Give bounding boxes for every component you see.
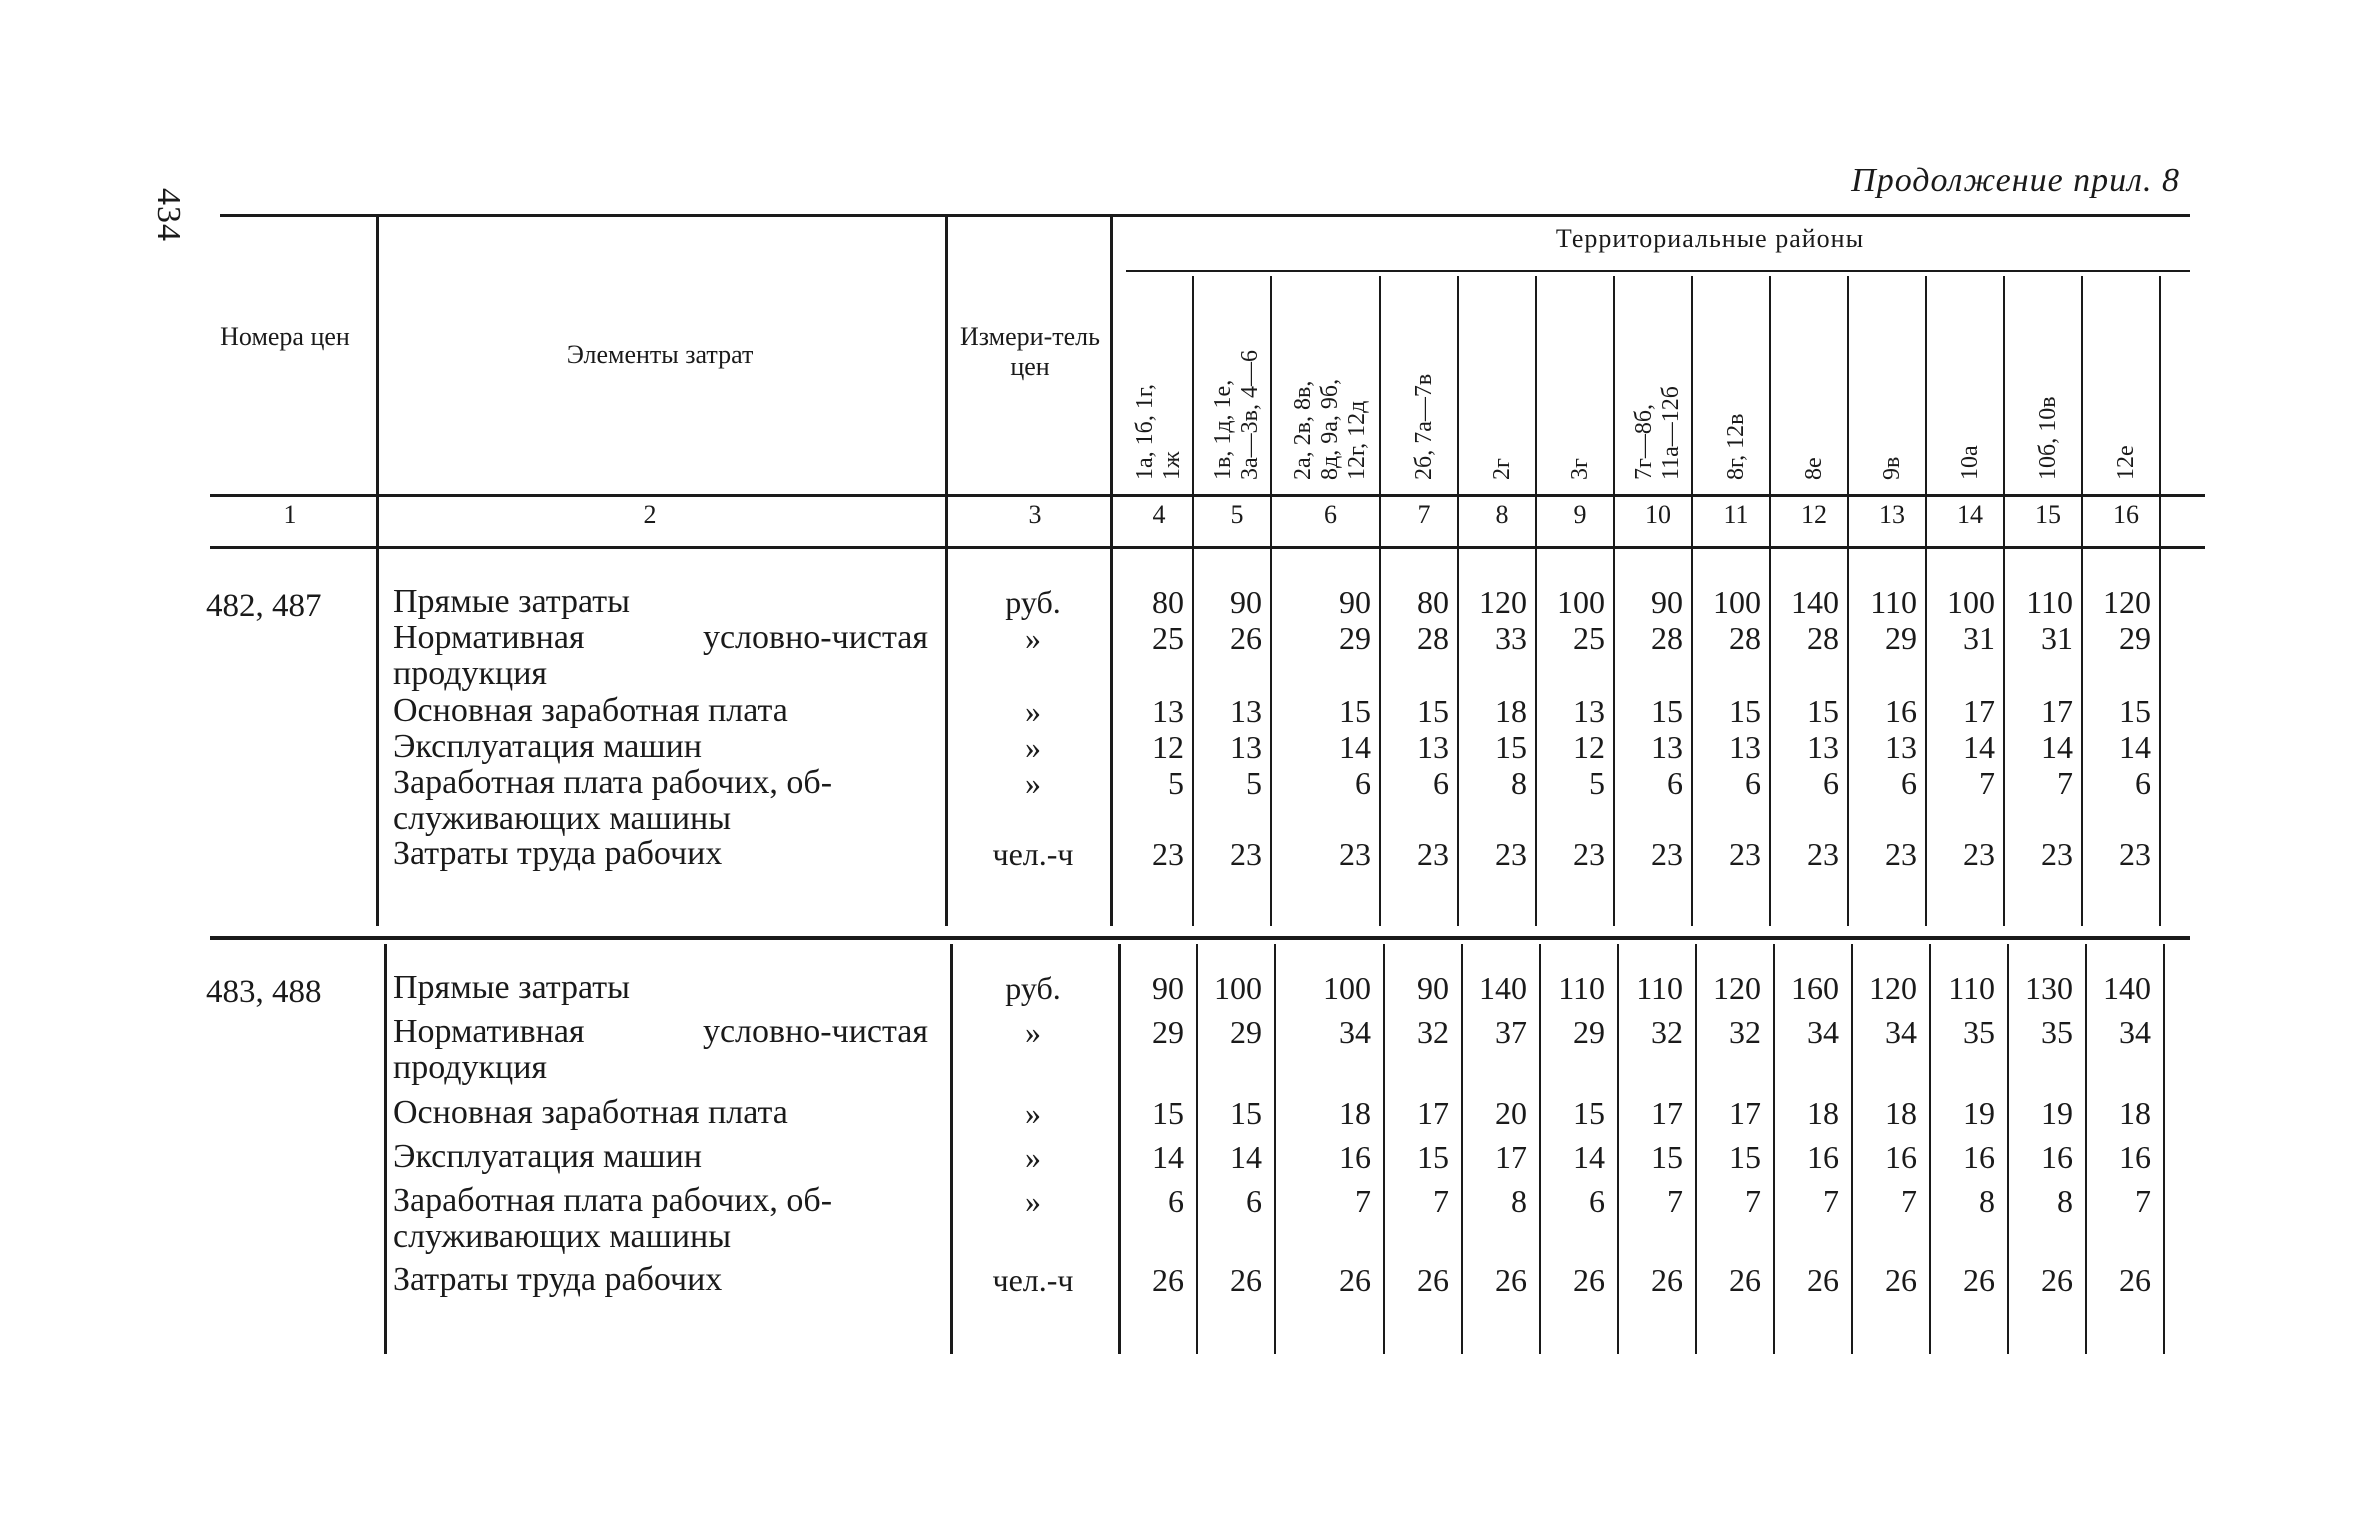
value-cell: 130	[2025, 970, 2073, 1006]
value-cell: 100	[1713, 584, 1761, 620]
value-cell: 26	[1495, 1262, 1527, 1298]
value-cell: 7	[1667, 1183, 1683, 1219]
column-number: 6	[1324, 500, 1337, 529]
value-cell: 8	[1511, 765, 1527, 801]
value-cell: 110	[1870, 584, 1917, 620]
rule-header-bottom	[210, 494, 2205, 497]
value-cell: 34	[2119, 1014, 2151, 1050]
value-cell: 14	[1339, 729, 1371, 765]
unit-cell: »	[1025, 1095, 1041, 1131]
value-cell: 14	[2041, 729, 2073, 765]
value-cell: 5	[1168, 765, 1184, 801]
value-cell: 14	[1152, 1139, 1184, 1175]
value-cell: 14	[1230, 1139, 1262, 1175]
column-number: 11	[1723, 500, 1749, 529]
value-cell: 28	[1729, 620, 1761, 656]
vline-col2	[945, 214, 948, 926]
value-cell: 18	[1495, 693, 1527, 729]
value-cell: 29	[1339, 620, 1371, 656]
cost-element: Заработная плата рабочих, об- служивающих машины	[393, 764, 833, 837]
value-cell: 16	[1885, 693, 1917, 729]
value-cell: 28	[1807, 620, 1839, 656]
column-number: 2	[643, 500, 657, 529]
value-cell: 7	[1745, 1183, 1761, 1219]
cost-element: Основная заработная плата	[393, 692, 788, 729]
value-cell: 110	[1636, 970, 1683, 1006]
value-cell: 25	[1573, 620, 1605, 656]
value-cell: 29	[1230, 1014, 1262, 1050]
value-cell: 15	[1807, 693, 1839, 729]
value-cell: 26	[1230, 1262, 1262, 1298]
district-header: 9в	[1878, 456, 1905, 480]
value-cell: 14	[1963, 729, 1995, 765]
value-cell: 90	[1651, 584, 1683, 620]
value-cell: 7	[2135, 1183, 2151, 1219]
vline-col2-b	[950, 944, 953, 1354]
page-number: 434	[150, 188, 187, 242]
value-cell: 26	[1417, 1262, 1449, 1298]
value-cell: 7	[1979, 765, 1995, 801]
district-header: 2г	[1488, 458, 1515, 480]
value-cell: 13	[1573, 693, 1605, 729]
header-cost-elements: Элементы затрат	[566, 340, 754, 369]
value-cell: 110	[1558, 970, 1605, 1006]
price-numbers: 483, 488	[206, 974, 322, 1010]
value-cell: 15	[1495, 729, 1527, 765]
header-territorial-districts: Территориальные районы	[1555, 224, 1865, 253]
value-cell: 26	[1152, 1262, 1184, 1298]
value-cell: 13	[1417, 729, 1449, 765]
district-header: 1в, 1д, 1е, 3а—3в, 4—6	[1210, 350, 1263, 480]
value-cell: 34	[1339, 1014, 1371, 1050]
value-cell: 26	[1230, 620, 1262, 656]
value-cell: 14	[1573, 1139, 1605, 1175]
value-cell: 7	[1433, 1183, 1449, 1219]
value-cell: 23	[1807, 836, 1839, 872]
value-cell: 8	[1511, 1183, 1527, 1219]
column-number: 7	[1417, 500, 1431, 529]
value-cell: 23	[1495, 836, 1527, 872]
value-cell: 7	[1823, 1183, 1839, 1219]
value-cell: 90	[1417, 970, 1449, 1006]
district-header: 7г—8б, 11а—12б	[1631, 386, 1684, 480]
value-cell: 140	[2103, 970, 2151, 1006]
unit-cell: »	[1025, 729, 1041, 765]
value-cell: 23	[1885, 836, 1917, 872]
value-cell: 26	[1573, 1262, 1605, 1298]
unit-cell: чел.-ч	[992, 836, 1074, 872]
value-cell: 26	[1651, 1262, 1683, 1298]
value-cell: 5	[1246, 765, 1262, 801]
value-cell: 28	[1651, 620, 1683, 656]
value-cell: 7	[2057, 765, 2073, 801]
value-cell: 90	[1230, 584, 1262, 620]
column-number: 12	[1801, 500, 1827, 529]
value-cell: 6	[2135, 765, 2151, 801]
value-cell: 6	[1667, 765, 1683, 801]
value-cell: 26	[2041, 1262, 2073, 1298]
value-cell: 6	[1246, 1183, 1262, 1219]
value-cell: 29	[1885, 620, 1917, 656]
unit-cell: руб.	[1005, 584, 1061, 620]
value-cell: 23	[1339, 836, 1371, 872]
value-cell: 19	[1963, 1095, 1995, 1131]
vline-col3	[1110, 214, 1113, 926]
value-cell: 16	[1963, 1139, 1995, 1175]
vline-district-b	[1274, 944, 1276, 1354]
rule-top	[220, 214, 2190, 217]
value-cell: 12	[1152, 729, 1184, 765]
value-cell: 26	[1729, 1262, 1761, 1298]
value-cell: 23	[2119, 836, 2151, 872]
value-cell: 16	[1807, 1139, 1839, 1175]
rule-territorial	[1126, 270, 2190, 272]
value-cell: 15	[1729, 693, 1761, 729]
value-cell: 13	[1230, 693, 1262, 729]
value-cell: 23	[1963, 836, 1995, 872]
district-header: 10а	[1956, 445, 1983, 480]
district-header: 3г	[1566, 458, 1593, 480]
value-cell: 23	[1417, 836, 1449, 872]
value-cell: 28	[1417, 620, 1449, 656]
value-cell: 80	[1152, 584, 1184, 620]
value-cell: 29	[1152, 1014, 1184, 1050]
value-cell: 8	[2057, 1183, 2073, 1219]
value-cell: 8	[1979, 1183, 1995, 1219]
district-header: 8г, 12в	[1722, 413, 1749, 480]
cost-element: Нормативная условно-чистая продукция	[393, 619, 928, 692]
price-numbers: 482, 487	[206, 588, 322, 624]
value-cell: 23	[1651, 836, 1683, 872]
value-cell: 160	[1791, 970, 1839, 1006]
value-cell: 26	[2119, 1262, 2151, 1298]
value-cell: 29	[2119, 620, 2151, 656]
column-number: 8	[1495, 500, 1509, 529]
unit-cell: чел.-ч	[992, 1262, 1074, 1298]
cost-element: Прямые затраты	[393, 583, 630, 620]
cost-element: Заработная плата рабочих, об- служивающих машины	[393, 1182, 833, 1255]
value-cell: 34	[1807, 1014, 1839, 1050]
value-cell: 17	[1417, 1095, 1449, 1131]
value-cell: 5	[1589, 765, 1605, 801]
value-cell: 120	[1479, 584, 1527, 620]
district-header: 1а, 1б, 1г, 1ж	[1132, 384, 1185, 480]
value-cell: 17	[1729, 1095, 1761, 1131]
unit-cell: »	[1025, 1014, 1041, 1050]
value-cell: 140	[1479, 970, 1527, 1006]
value-cell: 19	[2041, 1095, 2073, 1131]
value-cell: 17	[1651, 1095, 1683, 1131]
value-cell: 7	[1901, 1183, 1917, 1219]
value-cell: 110	[1948, 970, 1995, 1006]
column-number: 1	[283, 500, 297, 529]
value-cell: 26	[1963, 1262, 1995, 1298]
value-cell: 15	[1729, 1139, 1761, 1175]
value-cell: 32	[1651, 1014, 1683, 1050]
column-number: 14	[1957, 500, 1983, 529]
district-header: 8е	[1800, 457, 1827, 480]
value-cell: 100	[1323, 970, 1371, 1006]
value-cell: 110	[2026, 584, 2073, 620]
column-number: 15	[2035, 500, 2061, 529]
value-cell: 35	[1963, 1014, 1995, 1050]
value-cell: 100	[1947, 584, 1995, 620]
unit-cell: »	[1025, 693, 1041, 729]
column-number: 3	[1028, 500, 1042, 529]
value-cell: 90	[1339, 584, 1371, 620]
unit-cell: »	[1025, 765, 1041, 801]
value-cell: 120	[2103, 584, 2151, 620]
cost-element: Затраты труда рабочих	[393, 1261, 723, 1298]
header-unit: Измери-тель цен	[960, 322, 1100, 381]
value-cell: 31	[2041, 620, 2073, 656]
rule-colnum-bottom	[210, 546, 2205, 549]
district-header: 10б, 10в	[2034, 396, 2061, 480]
value-cell: 15	[1651, 1139, 1683, 1175]
value-cell: 6	[1589, 1183, 1605, 1219]
value-cell: 29	[1573, 1014, 1605, 1050]
unit-cell: »	[1025, 1139, 1041, 1175]
value-cell: 17	[1495, 1139, 1527, 1175]
value-cell: 18	[1339, 1095, 1371, 1131]
value-cell: 6	[1901, 765, 1917, 801]
cost-element: Основная заработная плата	[393, 1094, 788, 1131]
value-cell: 23	[2041, 836, 2073, 872]
header-price-numbers: Номера цен	[220, 322, 350, 351]
value-cell: 32	[1417, 1014, 1449, 1050]
value-cell: 15	[1417, 693, 1449, 729]
vline-col1-b	[384, 944, 387, 1354]
value-cell: 18	[1885, 1095, 1917, 1131]
column-number: 9	[1573, 500, 1587, 529]
value-cell: 16	[2119, 1139, 2151, 1175]
value-cell: 13	[1152, 693, 1184, 729]
cost-element: Прямые затраты	[393, 969, 630, 1006]
rule-section-break	[210, 936, 2190, 940]
value-cell: 120	[1869, 970, 1917, 1006]
unit-cell: »	[1025, 1183, 1041, 1219]
value-cell: 100	[1214, 970, 1262, 1006]
cost-element: Затраты труда рабочих	[393, 835, 723, 872]
column-number: 10	[1645, 500, 1671, 529]
continuation-title: Продолжение прил. 8	[1851, 162, 2180, 199]
value-cell: 13	[1230, 729, 1262, 765]
district-header: 2б, 7а—7в	[1410, 373, 1437, 480]
value-cell: 15	[1651, 693, 1683, 729]
value-cell: 37	[1495, 1014, 1527, 1050]
value-cell: 140	[1791, 584, 1839, 620]
value-cell: 31	[1963, 620, 1995, 656]
value-cell: 26	[1885, 1262, 1917, 1298]
value-cell: 17	[2041, 693, 2073, 729]
vline-district	[2159, 276, 2161, 926]
value-cell: 18	[2119, 1095, 2151, 1131]
unit-cell: »	[1025, 620, 1041, 656]
value-cell: 13	[1651, 729, 1683, 765]
value-cell: 100	[1557, 584, 1605, 620]
value-cell: 23	[1729, 836, 1761, 872]
value-cell: 33	[1495, 620, 1527, 656]
value-cell: 12	[1573, 729, 1605, 765]
value-cell: 15	[2119, 693, 2151, 729]
value-cell: 23	[1152, 836, 1184, 872]
value-cell: 23	[1230, 836, 1262, 872]
value-cell: 120	[1713, 970, 1761, 1006]
value-cell: 13	[1729, 729, 1761, 765]
value-cell: 15	[1152, 1095, 1184, 1131]
value-cell: 25	[1152, 620, 1184, 656]
value-cell: 15	[1417, 1139, 1449, 1175]
value-cell: 35	[2041, 1014, 2073, 1050]
value-cell: 32	[1729, 1014, 1761, 1050]
vline-col1	[376, 214, 379, 926]
value-cell: 23	[1573, 836, 1605, 872]
value-cell: 15	[1339, 693, 1371, 729]
value-cell: 6	[1168, 1183, 1184, 1219]
value-cell: 34	[1885, 1014, 1917, 1050]
value-cell: 15	[1573, 1095, 1605, 1131]
cost-element: Эксплуатация машин	[393, 1138, 702, 1175]
cost-element: Нормативная условно-чистая продукция	[393, 1013, 928, 1086]
value-cell: 6	[1745, 765, 1761, 801]
value-cell: 20	[1495, 1095, 1527, 1131]
value-cell: 26	[1807, 1262, 1839, 1298]
value-cell: 13	[1807, 729, 1839, 765]
value-cell: 16	[2041, 1139, 2073, 1175]
value-cell: 80	[1417, 584, 1449, 620]
vline-district	[1270, 276, 1272, 926]
column-number: 16	[2113, 500, 2139, 529]
value-cell: 15	[1230, 1095, 1262, 1131]
value-cell: 6	[1355, 765, 1371, 801]
column-number: 13	[1879, 500, 1905, 529]
value-cell: 18	[1807, 1095, 1839, 1131]
unit-cell: руб.	[1005, 970, 1061, 1006]
value-cell: 7	[1355, 1183, 1371, 1219]
vline-district-b	[2163, 944, 2165, 1354]
value-cell: 13	[1885, 729, 1917, 765]
value-cell: 16	[1885, 1139, 1917, 1175]
value-cell: 16	[1339, 1139, 1371, 1175]
cost-element: Эксплуатация машин	[393, 728, 702, 765]
district-header: 12е	[2112, 445, 2139, 480]
value-cell: 90	[1152, 970, 1184, 1006]
value-cell: 17	[1963, 693, 1995, 729]
district-header: 2а, 2в, 8в, 8д, 9а, 9б, 12г, 12д	[1290, 378, 1370, 480]
value-cell: 6	[1433, 765, 1449, 801]
column-number: 4	[1152, 500, 1166, 529]
column-number: 5	[1230, 500, 1244, 529]
value-cell: 6	[1823, 765, 1839, 801]
value-cell: 26	[1339, 1262, 1371, 1298]
value-cell: 14	[2119, 729, 2151, 765]
